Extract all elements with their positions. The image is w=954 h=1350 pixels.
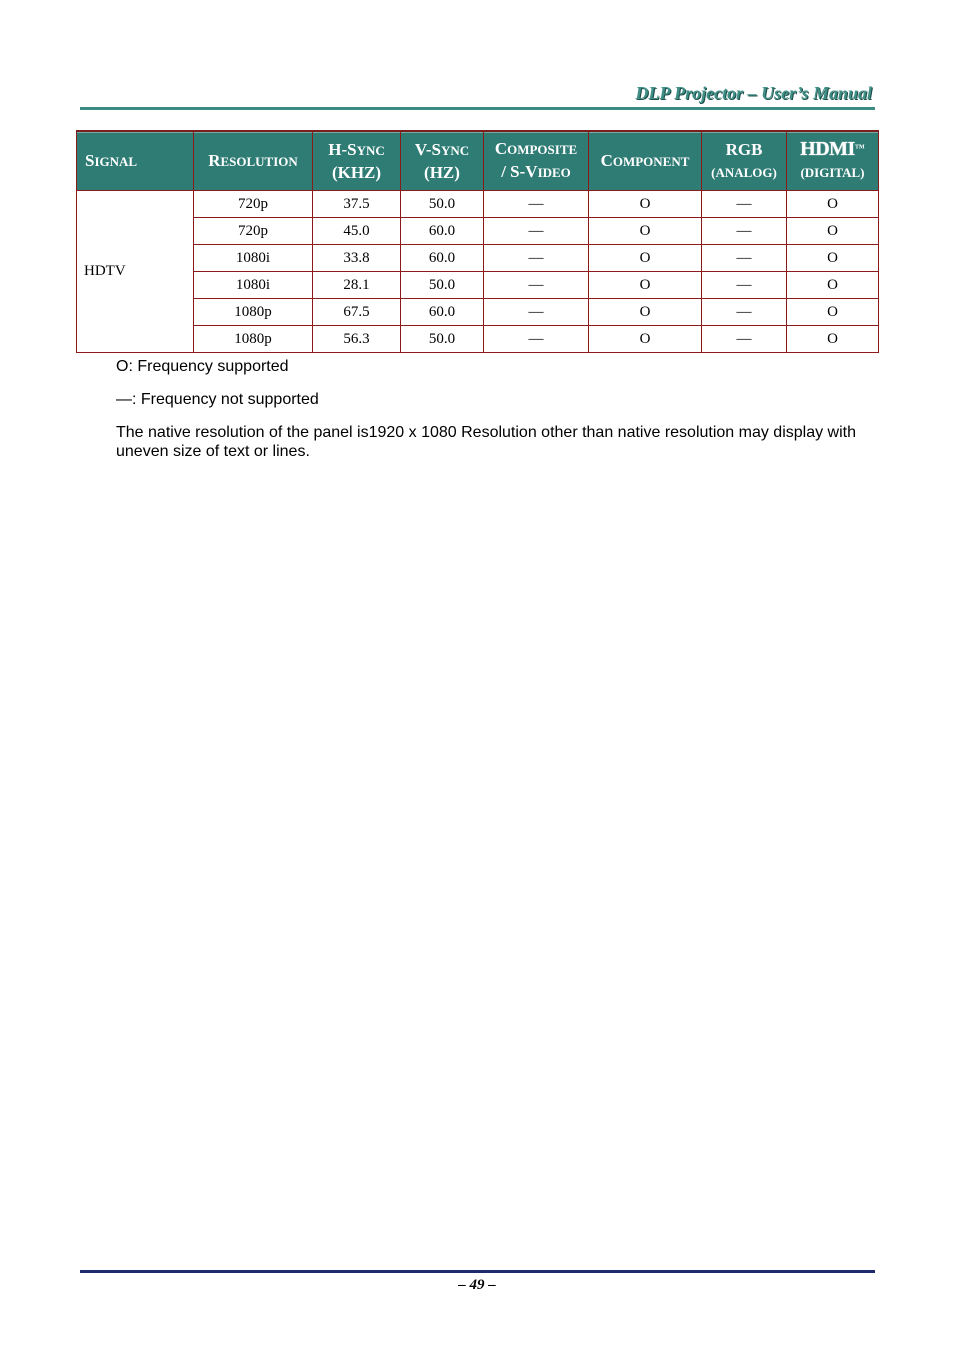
rgb-cell: — bbox=[702, 218, 787, 245]
header-composite: COMPOSITE / S-VIDEO bbox=[484, 131, 589, 191]
vsync-cell: 60.0 bbox=[401, 245, 484, 272]
header-component: COMPONENT bbox=[589, 131, 702, 191]
table-row bbox=[77, 326, 879, 353]
composite-cell: — bbox=[484, 245, 589, 272]
resolution-cell: 720p bbox=[194, 218, 313, 245]
frequency-table bbox=[76, 130, 879, 353]
component-cell: O bbox=[589, 326, 702, 353]
hsync-cell: 28.1 bbox=[313, 272, 401, 299]
vsync-cell: 50.0 bbox=[401, 272, 484, 299]
resolution-cell: 1080p bbox=[194, 326, 313, 353]
note-supported: O: Frequency supported bbox=[116, 358, 289, 375]
vsync-cell: 50.0 bbox=[401, 191, 484, 218]
hdmi-cell: O bbox=[787, 218, 879, 245]
manual-title: DLP Projector – User’s Manual bbox=[635, 83, 872, 103]
component-cell: O bbox=[589, 245, 702, 272]
header-resolution: RESOLUTION bbox=[194, 131, 313, 191]
note-not-supported: —: Frequency not supported bbox=[116, 391, 319, 408]
rgb-cell: — bbox=[702, 299, 787, 326]
table-row bbox=[77, 245, 879, 272]
composite-cell: — bbox=[484, 299, 589, 326]
hsync-cell: 33.8 bbox=[313, 245, 401, 272]
resolution-cell: 1080i bbox=[194, 245, 313, 272]
component-cell: O bbox=[589, 299, 702, 326]
rgb-cell: — bbox=[702, 191, 787, 218]
header-hsync: H-SYNC (KHZ) bbox=[313, 131, 401, 191]
page-number: – 49 – bbox=[458, 1277, 496, 1293]
resolution-cell: 720p bbox=[194, 191, 313, 218]
vsync-cell: 60.0 bbox=[401, 218, 484, 245]
hdmi-cell: O bbox=[787, 191, 879, 218]
composite-cell: — bbox=[484, 191, 589, 218]
vsync-cell: 60.0 bbox=[401, 299, 484, 326]
note-native-resolution: The native resolution of the panel is1920 x 1080 Resolution other than native resolution may display with uneven size of text or lines. bbox=[116, 424, 857, 460]
hdmi-cell: O bbox=[787, 326, 879, 353]
header-vsync: V-SYNC (HZ) bbox=[401, 131, 484, 191]
hdmi-cell: O bbox=[787, 272, 879, 299]
header-rgb: RGB (ANALOG) bbox=[702, 131, 787, 191]
hdmi-cell: O bbox=[787, 299, 879, 326]
resolution-cell: 1080p bbox=[194, 299, 313, 326]
rgb-cell: — bbox=[702, 326, 787, 353]
component-cell: O bbox=[589, 272, 702, 299]
header-signal: SIGNAL bbox=[77, 131, 194, 191]
hsync-cell: 56.3 bbox=[313, 326, 401, 353]
footer-divider bbox=[80, 1270, 875, 1273]
header-divider bbox=[80, 107, 875, 110]
table-header-row bbox=[77, 131, 879, 191]
header-hdmi: HDMI™ (DIGITAL) bbox=[787, 131, 879, 191]
vsync-cell: 50.0 bbox=[401, 326, 484, 353]
hsync-cell: 37.5 bbox=[313, 191, 401, 218]
table-row bbox=[77, 299, 879, 326]
signal-cell: HDTV bbox=[77, 191, 194, 353]
table-row bbox=[77, 218, 879, 245]
table-row bbox=[77, 191, 879, 218]
component-cell: O bbox=[589, 191, 702, 218]
composite-cell: — bbox=[484, 218, 589, 245]
rgb-cell: — bbox=[702, 245, 787, 272]
composite-cell: — bbox=[484, 272, 589, 299]
hdmi-logo: HDMI bbox=[800, 138, 855, 160]
table-row bbox=[77, 272, 879, 299]
hsync-cell: 67.5 bbox=[313, 299, 401, 326]
hsync-cell: 45.0 bbox=[313, 218, 401, 245]
rgb-cell: — bbox=[702, 272, 787, 299]
hdmi-cell: O bbox=[787, 245, 879, 272]
composite-cell: — bbox=[484, 326, 589, 353]
resolution-cell: 1080i bbox=[194, 272, 313, 299]
component-cell: O bbox=[589, 218, 702, 245]
